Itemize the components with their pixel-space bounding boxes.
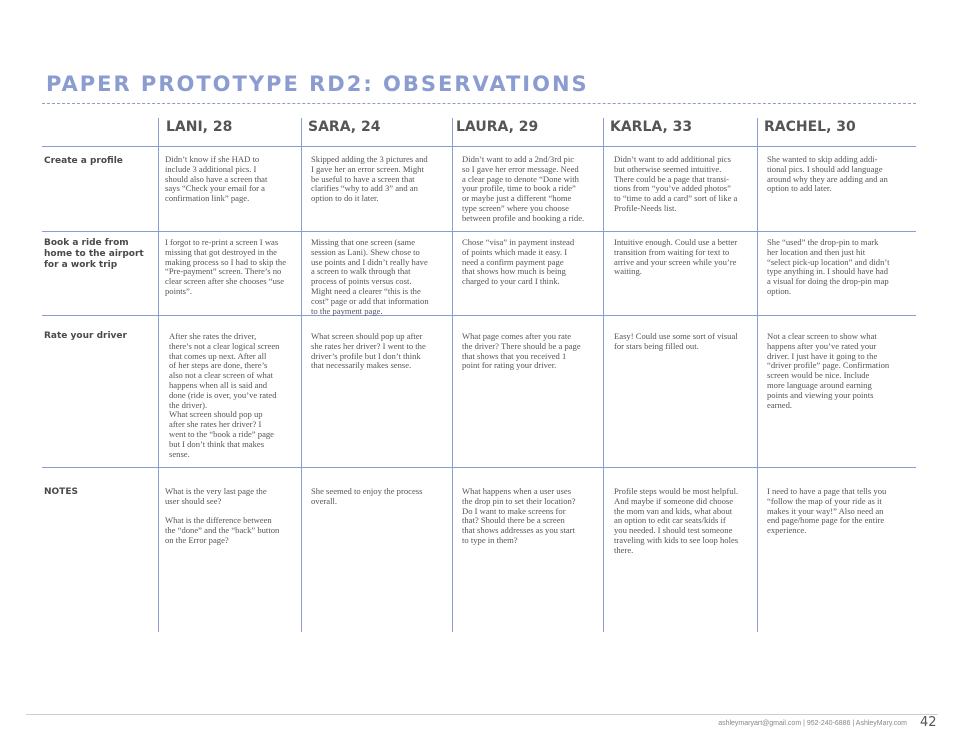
footer-contact: ashleymaryart@gmail.com | 952-240-6886 | AshleyMary.com <box>718 720 907 727</box>
observation-cell: Missing that one screen (same session as Lani). Shew chose to use points and I didn’t really have a screen to walk through that process of points versus cost. Might need a clearer “this is the cost” page or add that information to the payment page. <box>311 237 429 316</box>
observation-cell: She wanted to skip adding addi- tional pics. I should add language around why they are adding and an option to add later. <box>767 154 888 194</box>
observation-cell: I forgot to re-print a screen I was missing that got destroyed in the making process so I had to skip the “Pre-payment” screen. There’s no clear screen after she chooses “use points”. <box>165 237 287 296</box>
column-divider <box>757 118 758 632</box>
observation-cell: Skipped adding the 3 pictures and I gave her an error screen. Might be useful to have a screen that clarifies “why to add 3” and an option to do it later. <box>311 154 428 204</box>
observation-cell: Not a clear screen to show what happens after you’ve rated your driver. I just have it going to the “driver profile” page. Confirmation screen would be nice. Include more language around earning points and viewing your points earned. <box>767 331 890 410</box>
page-title: PAPER PROTOTYPE RD2: OBSERVATIONS <box>46 72 589 96</box>
participant-header: SARA, 24 <box>308 119 381 135</box>
observation-cell: After she rates the driver, there’s not a clear logical screen that comes up next. After all of her steps are done, there’s also not a clear screen of what happens when all is said and done (ride is over, you’ve rated the driver). What screen should pop up after she rates her driver? I went to the “book a ride” page but I don’t think that makes sense. <box>169 331 280 459</box>
column-divider <box>603 118 604 632</box>
participant-header: RACHEL, 30 <box>764 119 856 135</box>
observation-cell: I need to have a page that tells you “follow the map of your ride as it makes it your way!” Also need an end page/home page for the entire experience. <box>767 486 887 536</box>
column-divider <box>301 118 302 632</box>
observation-cell: What screen should pop up after she rates her driver? I went to the driver’s profile but I don’t think that necessarily makes sense. <box>311 331 426 371</box>
observation-cell: What is the very last page the user should see? What is the difference between the “done” and the “back” button on the Error page? <box>165 486 280 545</box>
footer-divider <box>26 714 938 715</box>
observation-cell: Didn’t want to add a 2nd/3rd pic so I gave her error message. Need a clear page to denote “Done with your profile, time to book a ride” or maybe just a different “home type screen” where you choose between profile and booking a ride. <box>462 154 585 223</box>
row-divider <box>42 146 916 147</box>
participant-header: LAURA, 29 <box>456 119 539 135</box>
observation-cell: What happens when a user uses the drop pin to set their location? Do I want to make screens for that? Should there be a screen that shows addresses as you start to type in them? <box>462 486 576 545</box>
observation-cell: She seemed to enjoy the process overall. <box>311 486 423 506</box>
observation-cell: What page comes after you rate the driver? There should be a page that shows that you received 1 point for rating your driver. <box>462 331 581 371</box>
page-number: 42 <box>920 715 937 730</box>
observation-cell: She “used” the drop-pin to mark her location and then just hit “select pick-up location” and didn’t type anything in. I should have had a visual for doing the drop-pin map option. <box>767 237 890 296</box>
participant-header: LANI, 28 <box>166 119 233 135</box>
observation-cell: Didn’t know if she HAD to include 3 additional pics. I should also have a screen that says “Check your email for a confirmation link” page. <box>165 154 268 204</box>
column-divider <box>452 118 453 632</box>
row-label-book-ride: Book a ride from home to the airport for a work trip <box>44 238 144 270</box>
observation-cell: Easy! Could use some sort of visual for stars being filled out. <box>614 331 738 351</box>
row-divider <box>42 315 916 316</box>
participant-header: KARLA, 33 <box>610 119 693 135</box>
column-divider <box>158 118 159 632</box>
observation-cell: Profile steps would be most helpful. And maybe if someone did choose the mom van and kids, what about an option to edit car seats/kids if you needed. I should test someone traveling with kids to see loop holes there. <box>614 486 739 555</box>
row-label-notes: NOTES <box>44 487 78 497</box>
row-label-create-profile: Create a profile <box>44 156 123 166</box>
row-divider <box>42 231 916 232</box>
row-divider <box>42 467 916 468</box>
row-label-rate-driver: Rate your driver <box>44 331 127 341</box>
observation-cell: Didn’t want to add additional pics but otherwise seemed intuitive. There could be a page that transi- tions from “you’ve added photos” to “time to add a card” sort of like a Profile-Needs list. <box>614 154 738 213</box>
observation-cell: Chose “visa” in payment instead of points which made it easy. I need a confirm payment page that shows how much is being charged to your card I think. <box>462 237 575 287</box>
observation-cell: Intuitive enough. Could use a better transition from waiting for text to arrive and your screen while you’re waiting. <box>614 237 738 277</box>
